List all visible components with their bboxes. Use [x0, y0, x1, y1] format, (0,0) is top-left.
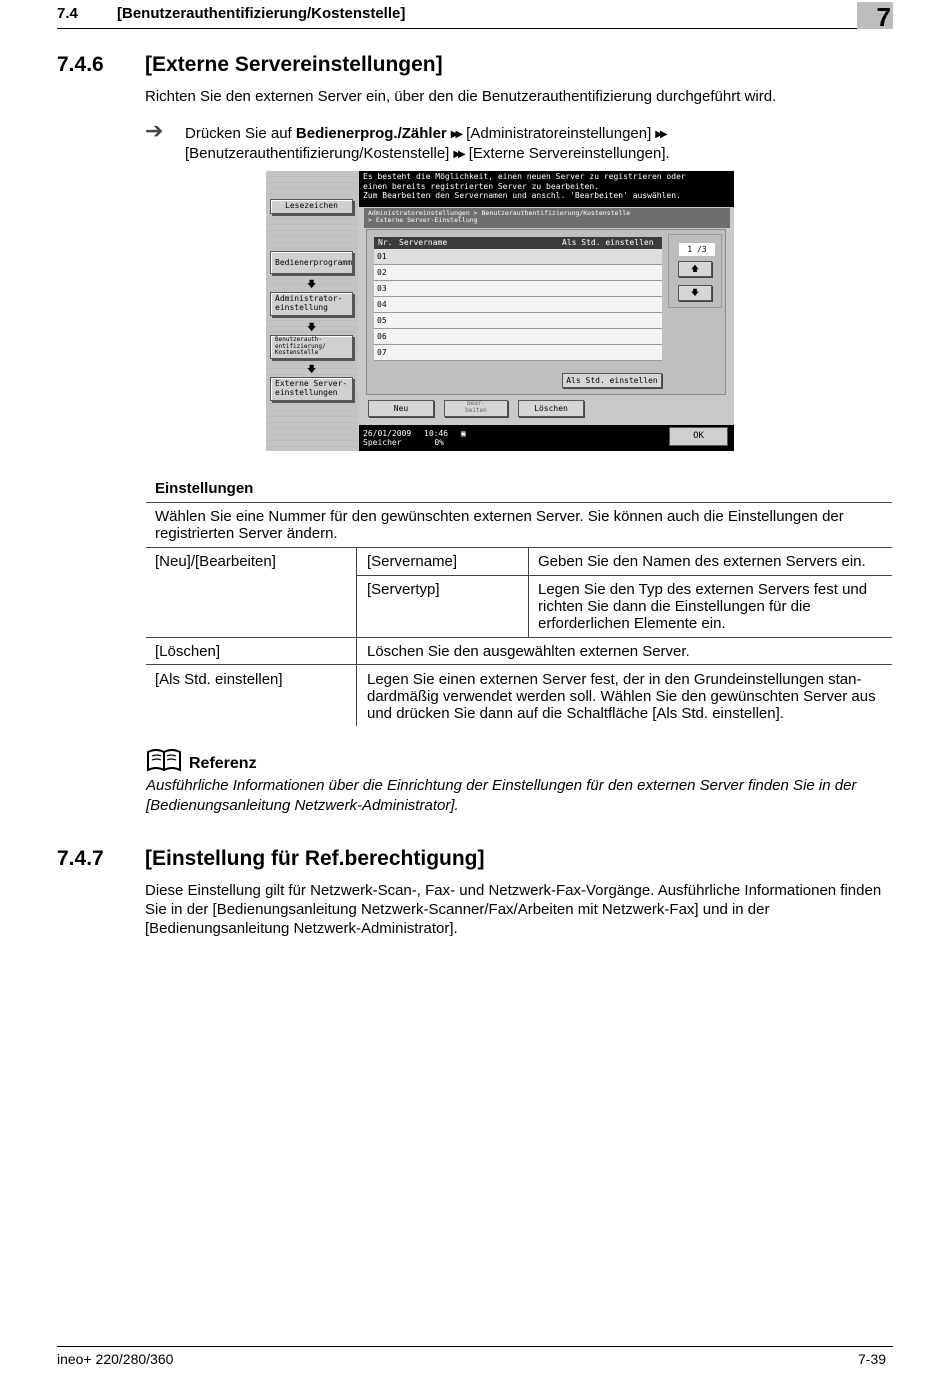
- pager: [668, 234, 722, 308]
- table-rule: [146, 637, 892, 638]
- nav-down-arrow-icon: 🡇: [307, 280, 317, 290]
- section-title: [Einstellung für Ref.berechtigung]: [145, 847, 485, 870]
- server-row[interactable]: 01: [374, 249, 662, 265]
- instruction-text: [185, 124, 825, 164]
- section-number: 7.4.6: [57, 53, 104, 76]
- nav-down-arrow-icon: 🡇: [307, 323, 317, 333]
- status-date: 26/01/2009: [363, 429, 412, 438]
- book-icon: [146, 748, 182, 777]
- servername-label: [Servername]: [367, 553, 458, 570]
- server-table-header: [374, 237, 662, 249]
- table-rule: [146, 502, 892, 503]
- double-arrow-icon: ▶▶: [453, 149, 463, 160]
- servername-desc: Geben Sie den Namen des externen Servers ein.: [538, 553, 866, 570]
- edit-button[interactable]: Bear- beiten: [444, 400, 508, 417]
- instruction-key: Bedienerprog./Zähler: [295, 125, 447, 142]
- section-number: 7.4.7: [57, 847, 104, 870]
- double-arrow-icon: ▶▶: [450, 129, 461, 140]
- footer-rule: [57, 1346, 893, 1347]
- nav-down-arrow-icon: 🡇: [307, 365, 317, 375]
- status-icon: ▣: [460, 429, 466, 438]
- table-rule: [146, 547, 892, 548]
- instruction-path-1: [Administratoreinstellungen]: [466, 125, 652, 142]
- loeschen-label: [Löschen]: [155, 643, 221, 660]
- nav-bedienerprogramm[interactable]: Bedienerprogramm: [270, 251, 353, 274]
- server-row[interactable]: 02: [374, 265, 662, 281]
- arrow-down-icon: 🡇: [690, 288, 700, 297]
- screen-message: Es besteht die Möglichkeit, einen neuen Server zu registrieren oder einen bereits registrierten Server zu bearbeiten. Zum Bearbeiten den Servernamen und anschl. 'Bearbeiten' auswählen.: [359, 171, 734, 207]
- memory-value: 0%: [434, 438, 444, 447]
- server-row[interactable]: 04: [374, 297, 662, 313]
- device-screen: [266, 171, 734, 451]
- servertyp-label: [Servertyp]: [367, 581, 440, 598]
- servertyp-desc: Legen Sie den Typ des externen Servers fest und richten Sie dann die Einstellungen für die erforderlichen Elemente ein.: [538, 581, 868, 632]
- bookmark-button[interactable]: Lesezeichen: [270, 199, 353, 214]
- table-rule: [357, 575, 892, 576]
- table-rule: [146, 664, 892, 665]
- header-section-number: 7.4: [57, 5, 78, 22]
- server-table: [374, 237, 662, 361]
- table-column-rule: [356, 548, 357, 726]
- header-rule: [57, 28, 857, 29]
- server-row[interactable]: 07: [374, 345, 662, 361]
- ok-button[interactable]: OK: [669, 427, 728, 446]
- chapter-tab: 7: [857, 2, 893, 29]
- instruction-arrow-icon: ➔: [145, 118, 164, 143]
- server-row[interactable]: 05: [374, 313, 662, 329]
- screen-breadcrumb: Administratoreinstellungen > Benutzerauthentifizierung/Kostenstelle > Externe Server-Einstellung: [364, 208, 730, 228]
- section-title: [Externe Servereinstellungen]: [145, 53, 443, 76]
- double-arrow-icon: ▶▶: [655, 129, 665, 140]
- settings-title: Einstellungen: [155, 480, 254, 497]
- col-default: Als Std. einstellen: [562, 238, 654, 247]
- arrow-up-icon: 🡅: [690, 264, 700, 273]
- new-button[interactable]: Neu: [368, 400, 434, 417]
- std-label: [Als Std. einstellen]: [155, 671, 283, 688]
- page-down-button[interactable]: [678, 285, 712, 301]
- nav-externe-servereinstellungen[interactable]: Externe Server- einstellungen: [270, 377, 353, 401]
- reference-text: Ausführliche Informationen über die Einrichtung der Einstellungen für den externen Server finden Sie in der [Bedienungsanleitung Netzwerk-Administrator].: [146, 777, 857, 814]
- instruction-prefix: Drücken Sie auf: [185, 125, 292, 142]
- header-section-title: [Benutzerauthentifizierung/Kostenstelle]: [117, 5, 406, 22]
- settings-description: Wählen Sie eine Nummer für den gewünschten externen Server. Sie können auch die Einstellungen der registrierten Server ändern.: [155, 508, 844, 542]
- nav-benutzerauthentifizierung[interactable]: Benutzerauth- entifizierung/ Kostenstelle: [270, 335, 353, 359]
- instruction-path-2: [Benutzerauthentifizierung/Kostenstelle]: [185, 145, 450, 162]
- footer-model: ineo+ 220/280/360: [57, 1351, 174, 1367]
- instruction-path-3: [Externe Servereinstellungen].: [468, 145, 670, 162]
- status-time: 10:46: [424, 429, 449, 438]
- col-nr: Nr.: [378, 238, 393, 247]
- nav-administratoreinstellung[interactable]: Administrator- einstellung: [270, 292, 353, 316]
- delete-button[interactable]: Löschen: [518, 400, 584, 417]
- col-servername: Servername: [399, 238, 448, 247]
- loeschen-desc: Löschen Sie den ausgewählten externen Server.: [367, 643, 690, 660]
- page-indicator: 1 /3: [679, 243, 715, 256]
- footer-page-number: 7-39: [858, 1351, 887, 1367]
- neu-bearbeiten-label: [Neu]/[Bearbeiten]: [155, 553, 276, 570]
- table-column-rule: [528, 548, 529, 637]
- page-up-button[interactable]: [678, 261, 712, 277]
- set-default-button[interactable]: Als Std. einstellen: [562, 373, 662, 388]
- section-intro: Richten Sie den externen Server ein, über den die Benutzerauthentifizierung durchgeführt wird.: [145, 88, 777, 105]
- std-desc: Legen Sie einen externen Server fest, der in den Grundeinstellungen stan-dardmäßig verwendet werden soll. Wählen Sie den gewünschten Server aus und drücken Sie dann auf die Schaltfläche [Als Std. einstellen].: [367, 671, 876, 722]
- memory-label: Speicher: [363, 438, 402, 447]
- server-row[interactable]: 03: [374, 281, 662, 297]
- section-text: Diese Einstellung gilt für Netzwerk-Scan-, Fax- und Netzwerk-Fax-Vorgänge. Ausführliche Informationen finden Sie in der [Bedienungsanleitung Netzwerk-Scanner/Fax/Arbeiten mit Netzwerk-Fax] und in der [Bedienungsanleitung Netzwerk-Administrator].: [145, 882, 882, 937]
- server-row[interactable]: 06: [374, 329, 662, 345]
- reference-title: Referenz: [189, 755, 257, 772]
